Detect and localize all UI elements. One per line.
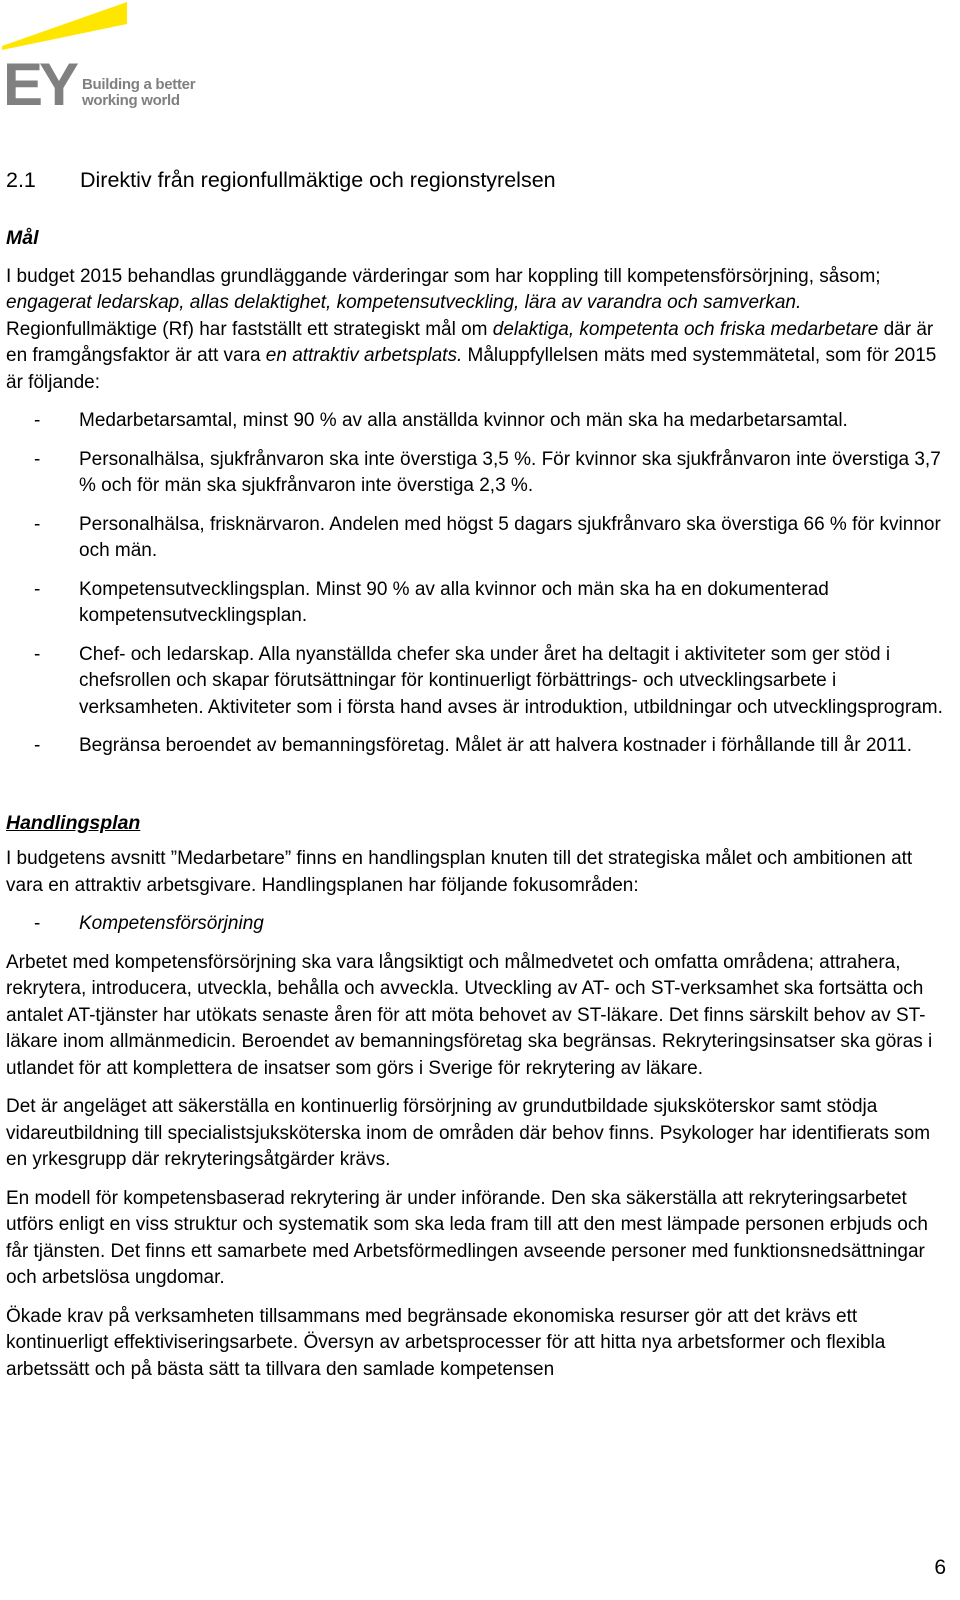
list-item: - Kompetensutvecklingsplan. Minst 90 % av alla kvinnor och män ska ha en dokumenterad kompetensutvecklingsplan. (34, 578, 829, 626)
paragraph: Det är angeläget att säkerställa en kontinuerlig försörjning av grundutbildade sjuksköterskor samt stödja vidareutbildning till specialistsjuksköterska inom de områden där behov finns. Psykologer har identifierats som en yrkesgrupp där rekryteringsåtgärder krävs. (6, 1096, 931, 1170)
ey-logo (0, 0, 210, 118)
ey-tagline: Building a better working world (82, 76, 196, 109)
document-body (6, 165, 954, 1395)
paragraph: Arbetet med kompetensförsörjning ska vara långsiktigt och målmedvetet och omfatta områdena; attrahera, rekrytera, introducera, utveckla, behålla och avveckla. Utveckling av AT- och ST-verksamhet ska fortsätta och antalet AT-tjänster har utökats senaste åren för att möta behovet av ST-läkare. Det finns särskilt behov av ST-läkare inom allmänmedicin. Beroendet av bemanningsföretag ska begränsas. Rekryteringsinsatser ska göras i utlandet för att komplettera de insatser som görs i Sverige för rekrytering av läkare. (6, 951, 933, 1079)
mal-list (6, 408, 954, 760)
list-item: - Medarbetarsamtal, minst 90 % av alla anställda kvinnor och män ska ha medarbetarsamtal. (34, 410, 848, 431)
section-title: Direktiv från regionfullmäktige och regionstyrelsen (80, 168, 556, 192)
paragraph: Ökade krav på verksamheten tillsammans med begränsade ekonomiska resurser gör att det krävs ett kontinuerligt effektiviseringsarbete. Översyn av arbetsprocesser för att hitta nya arbetsformer och flexibla arbetssätt och på bästa sätt ta tillvara den samlade kompetensen (6, 1305, 886, 1380)
ey-logo-text: EY (3, 51, 76, 118)
handlingsplan-heading: Handlingsplan (6, 811, 141, 834)
page-number: 6 (934, 1556, 946, 1579)
list-item: - Begränsa beroendet av bemanningsföretag. Målet är att halvera kostnader i förhållande till år 2011. (34, 735, 912, 756)
mal-heading: Mål (6, 227, 39, 249)
section-heading (6, 165, 954, 195)
paragraph: En modell för kompetensbaserad rekrytering är under införande. Den ska säkerställa att rekryteringsarbetet utförs enligt en viss struktur och systematik som ska leda fram till att den mest lämpade personen erbjuds och får tjänsten. Det finns ett samarbete med Arbetsförmedlingen avseende personer med funktionsnedsättningar och arbetslösa ungdomar. (6, 1187, 928, 1288)
list-item: - Kompetensförsörjning (34, 913, 264, 934)
handlingsplan-intro: I budgetens avsnitt ”Medarbetare” finns en handlingsplan knuten till det strategiska målet och ambitionen att vara en attraktiv arbetsgivare. Handlingsplanen har följande fokusområden: (6, 848, 913, 896)
ey-beam-icon (0, 0, 130, 52)
section-number: 2.1 (6, 168, 36, 192)
mal-intro: I budget 2015 behandlas grundläggande värderingar som har koppling till kompetensförsörjning, såsom; engagerat ledarskap, allas delaktighet, kompetensutveckling, lära av varandra och samverkan. Regionfullmäktige (Rf) har fastställt ett strategiskt mål om delaktiga, kompetenta och friska medarbetare där är en framgångsfaktor är att vara en attraktiv arbetsplats. Måluppfyllelsen mäts med systemmätetal, som för 2015 är följande: (6, 265, 937, 393)
list-item: - Personalhälsa, sjukfrånvaron ska inte överstiga 3,5 %. För kvinnor ska sjukfrånvaron inte överstiga 3,7 % och för män ska sjukfrånvaron inte överstiga 2,3 %. (34, 448, 941, 496)
list-item: - Personalhälsa, frisknärvaron. Andelen med högst 5 dagars sjukfrånvaro ska överstiga 66 % för kvinnor och män. (34, 513, 941, 561)
focus-list (6, 911, 954, 938)
list-item: - Chef- och ledarskap. Alla nyanställda chefer ska under året ha deltagit i aktiviteter som ger stöd i chefsrollen och skapar förutsättningar för kontinuerligt förbättrings- och utvecklingsarbete i verksamheten. Aktiviteter som i första hand avses är introduktion, utbildningar och utvecklingsprogram. (34, 643, 943, 718)
